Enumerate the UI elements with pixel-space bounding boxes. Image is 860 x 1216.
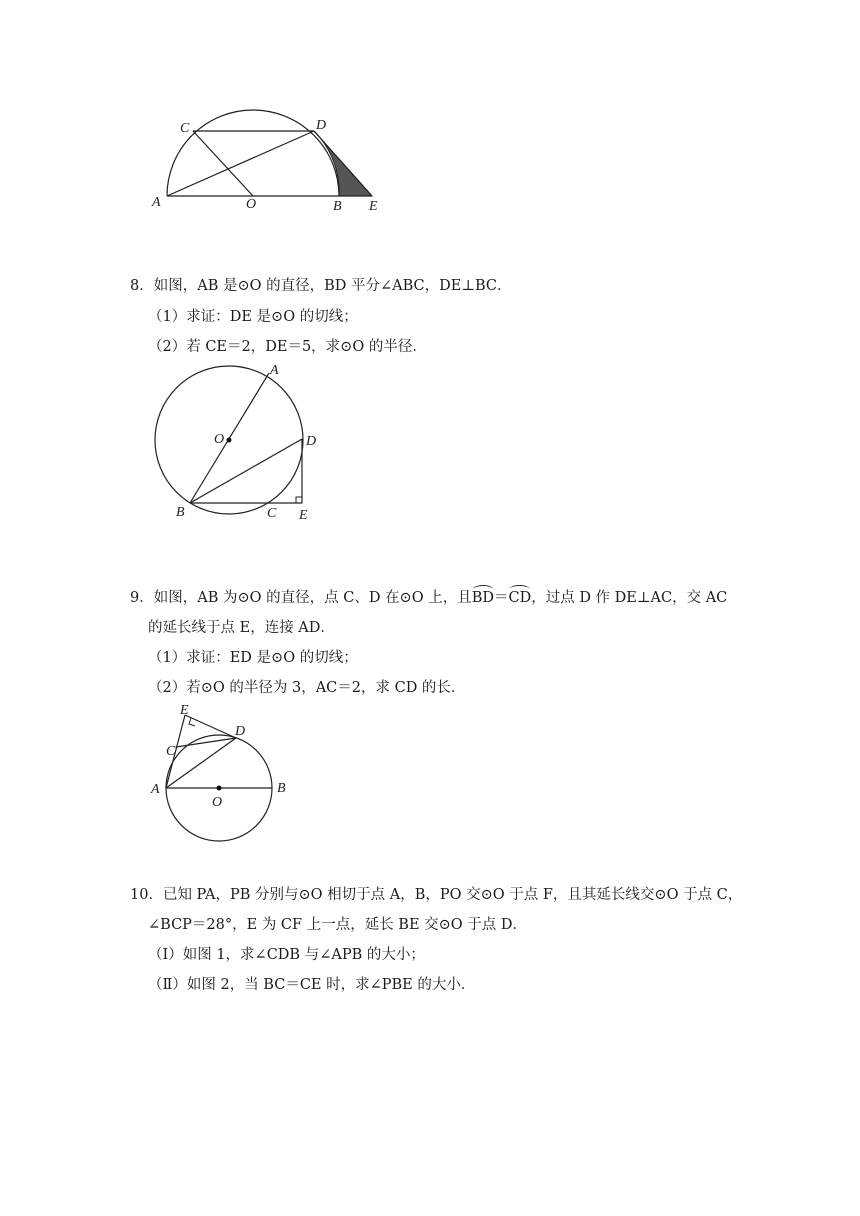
label-O: O [214,432,225,447]
problem-9-stem-post: ，过点 D 作 DE⊥AC，交 AC [531,590,728,606]
label-E: E [369,199,378,214]
label-E: E [180,703,189,718]
problem-10-part-1: （Ⅰ）如图 1，求∠CDB 与∠APB 的大小； [148,947,425,963]
figure-8-svg [150,360,330,525]
center-dot [227,438,232,443]
label-D: D [235,724,246,739]
center-dot [217,786,222,791]
label-C: C [267,506,277,521]
problem-8-part-2: （2）若 CE＝2，DE＝5，求⊙O 的半径． [148,339,427,355]
problem-9-stem-line-2: 的延长线于点 E，连接 AD． [148,620,335,636]
problem-8-part-1: （1）求证：DE 是⊙O 的切线； [148,309,358,325]
figure-7-svg [140,110,400,220]
label-O: O [212,795,223,810]
problem-8-stem: 如图，AB 是⊙O 的直径，BD 平分∠ABC，DE⊥BC． [153,278,512,294]
label-A: A [152,195,161,210]
label-B: B [277,781,286,796]
problem-9-stem-pre: 如图，AB 为⊙O 的直径，点 C、D 在⊙O 上，且 [153,590,472,606]
label-E: E [299,508,308,523]
figure-8-circle [150,360,330,525]
label-D: D [316,118,327,133]
line-CD [176,738,236,747]
problem-10-stem-line-1: 已知 PA，PB 分别与⊙O 相切于点 A，B，PO 交⊙O 于点 F，且其延长线交⊙O 于点 C， [162,887,743,903]
problem-10-stem-line-2: ∠BCP＝28°，E 为 CF 上一点，延长 BE 交⊙O 于点 D． [148,917,528,933]
label-B: B [333,199,342,214]
label-A: A [270,363,279,378]
figure-9-circle [145,700,305,850]
right-angle-mark [296,497,302,503]
label-C: C [166,744,176,759]
problem-8-number: 8． [130,278,154,294]
label-A: A [151,782,160,797]
label-O: O [246,197,257,212]
problem-9-number: 9． [130,590,154,606]
problem-9-part-1: （1）求证：ED 是⊙O 的切线； [148,650,358,666]
line-AD [167,131,314,196]
label-B: B [176,505,185,520]
problem-9-part-2: （2）若⊙O 的半径为 3，AC＝2，求 CD 的长． [148,680,466,696]
figure-7-semicircle [140,110,400,220]
semicircle-arc [167,110,339,196]
arc-BD: BD [471,590,494,606]
label-D: D [306,434,317,449]
problem-10-number: 10． [130,887,163,903]
line-BD [190,439,302,503]
line-CO [193,131,253,196]
figure-9-svg [145,700,305,850]
arc-CD: CD [508,590,532,606]
line-ED [185,715,236,738]
label-C: C [180,121,190,136]
problem-10-part-2: （Ⅱ）如图 2，当 BC＝CE 时，求∠PBE 的大小． [148,977,476,993]
equals-sign: ＝ [493,590,509,606]
